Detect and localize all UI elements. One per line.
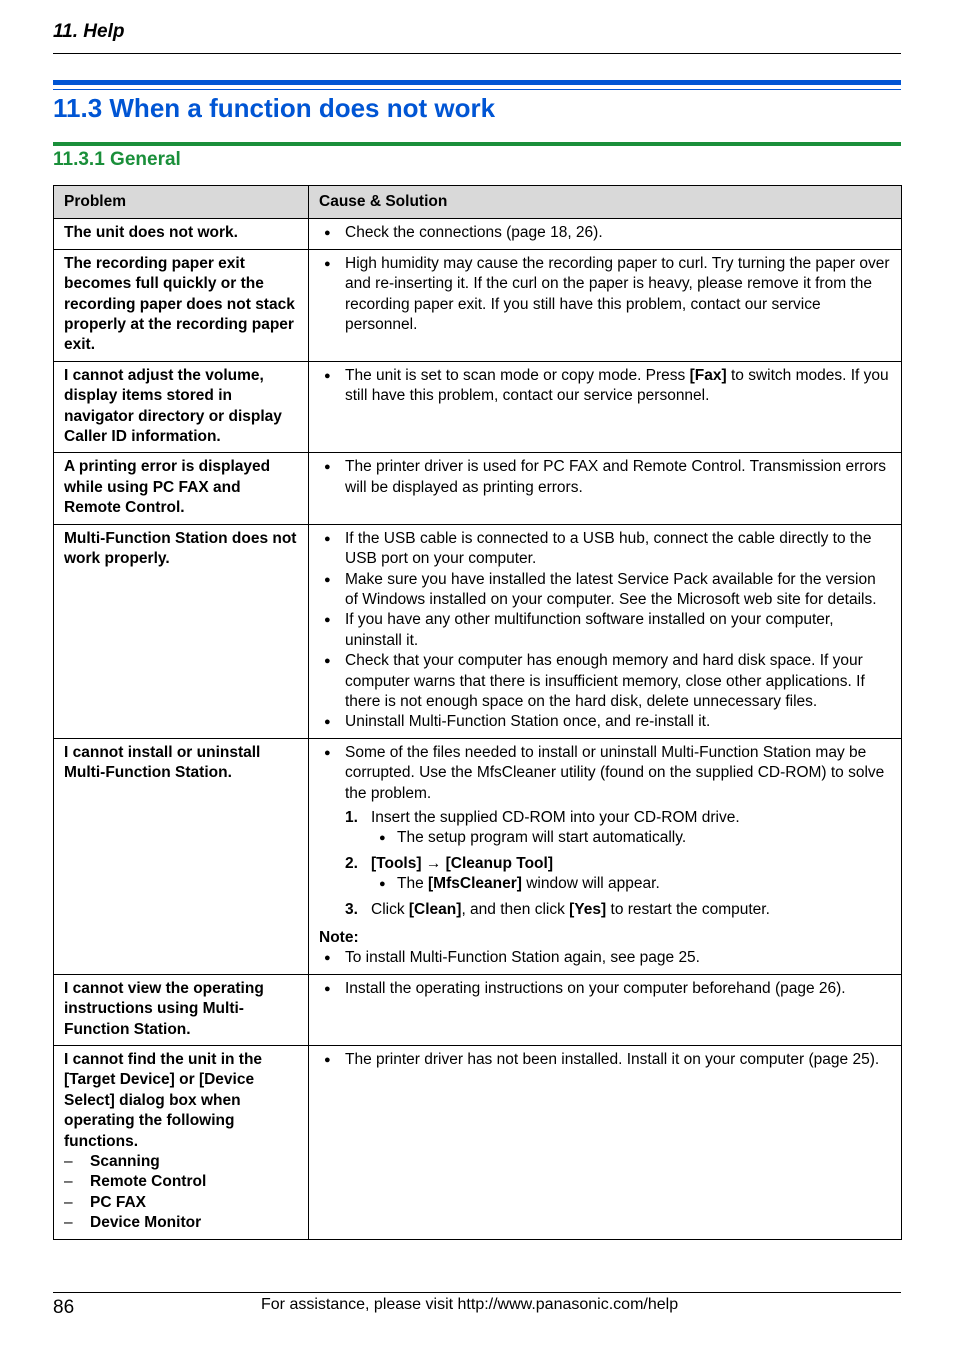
step-item xyxy=(319,854,891,895)
subsection-title: 11.3.1 General xyxy=(53,149,181,170)
mfscleaner-key: [MfsCleaner] xyxy=(428,875,522,893)
table-header-row xyxy=(54,186,902,219)
solution-cell xyxy=(309,974,902,1045)
clean-key: [Clean] xyxy=(408,900,462,918)
note-item: ● To install Multi-Function Station again, see page 25. xyxy=(319,948,891,968)
solution-cell xyxy=(309,1046,902,1240)
problem-cell xyxy=(54,1046,309,1240)
solution-text: The unit is set to scan mode or copy mode. Press xyxy=(345,366,690,384)
solution-item: ● If you have any other multifunction software installed on your computer, uninstall it. xyxy=(319,610,891,651)
solution-item: ● If the USB cable is connected to a USB hub, connect the cable directly to the USB port on your computer. xyxy=(319,529,891,570)
troubleshooting-table xyxy=(53,185,902,1240)
yes-key: [Yes] xyxy=(569,900,607,918)
problem-cell: I cannot install or uninstall Multi-Function Station. xyxy=(54,738,309,974)
step-sub-item: ● The setup program will start automatically. xyxy=(371,828,891,848)
solution-item: ● High humidity may cause the recording paper to curl. Try turning the paper over and re-inserting it. If the curl on the paper is heavy, please remove it from the recording paper exit. If you still have this problem, contact our service personnel. xyxy=(319,254,891,336)
solution-item: ● Install the operating instructions on your computer beforehand (page 26). xyxy=(319,979,891,999)
step-text: to restart the computer. xyxy=(606,900,770,918)
step-list xyxy=(319,808,891,920)
note-title: Note: xyxy=(319,929,359,946)
footer-assistance: For assistance, please visit http://www.panasonic.com/help xyxy=(261,1296,679,1313)
step-text: , and then click xyxy=(461,900,570,918)
solution-cell xyxy=(309,361,902,453)
solution-item: ● Check that your computer has enough memory and hard disk space. If your computer warns that there is insufficient memory, close other applications. If there is not enough space on the hard disk, delete unnecessary files. xyxy=(319,651,891,712)
solution-text: to switch modes. If you still have this problem, contact our service personnel. xyxy=(345,366,889,405)
solution-item: ● Some of the files needed to install or uninstall Multi-Function Station may be corrupted. Use the MfsCleaner utility (found on the supplied CD-ROM) to solve the problem. xyxy=(319,743,891,804)
section-bar xyxy=(53,80,901,85)
function-item: – Device Monitor xyxy=(64,1213,298,1233)
problem-cell: Multi-Function Station does not work properly. xyxy=(54,524,309,738)
function-item: – PC FAX xyxy=(64,1193,298,1213)
solution-cell xyxy=(309,524,902,738)
chapter-header: 11. Help xyxy=(53,21,125,42)
problem-cell: I cannot adjust the volume, display items stored in navigator directory or display Caller ID information. xyxy=(54,361,309,453)
section-title: 11.3 When a function does not work xyxy=(53,93,496,123)
solution-item: ● The printer driver is used for PC FAX and Remote Control. Transmission errors will be displayed as printing errors. xyxy=(319,457,891,498)
table-row xyxy=(54,738,902,974)
function-item: – Remote Control xyxy=(64,1172,298,1192)
table-row xyxy=(54,1046,902,1240)
function-list xyxy=(64,1152,298,1234)
table-row xyxy=(54,219,902,249)
footer-rule xyxy=(53,1292,901,1293)
table-row xyxy=(54,974,902,1045)
step-sub-text: The xyxy=(397,875,429,893)
problem-cell: A printing error is displayed while using PC FAX and Remote Control. xyxy=(54,453,309,524)
table-row xyxy=(54,249,902,361)
solution-item: ● Make sure you have installed the latest Service Pack available for the version of Windows installed on your computer. See the Microsoft web site for details. xyxy=(319,570,891,611)
step-item xyxy=(319,900,891,920)
section-bar-line xyxy=(53,89,901,90)
solution-item: ● The printer driver has not been installed. Install it on your computer (page 25). xyxy=(319,1050,891,1070)
step-item xyxy=(319,808,891,849)
step-number: 2. xyxy=(345,854,358,872)
step-sub-text: window will appear. xyxy=(521,875,660,893)
solution-cell xyxy=(309,738,902,974)
header-rule xyxy=(53,53,901,54)
step-number: 1. xyxy=(345,808,358,826)
solution-cell xyxy=(309,453,902,524)
table-row xyxy=(54,524,902,738)
solution-item: ● Uninstall Multi-Function Station once, and re-install it. xyxy=(319,712,891,732)
solution-cell xyxy=(309,249,902,361)
problem-cell: I cannot view the operating instructions using Multi-Function Station. xyxy=(54,974,309,1045)
step-sub-item xyxy=(371,874,891,894)
fax-key: [Fax] xyxy=(689,366,727,384)
tools-key: [Tools] xyxy=(371,854,422,872)
problem-cell: The recording paper exit becomes full quickly or the recording paper does not stack properly at the recording paper exit. xyxy=(54,249,309,361)
column-header-problem: Problem xyxy=(54,186,309,219)
problem-cell: The unit does not work. xyxy=(54,219,309,249)
cleanup-tool-key: [Cleanup Tool] xyxy=(445,854,553,872)
step-text: Insert the supplied CD-ROM into your CD-ROM drive. xyxy=(371,808,740,826)
table-row xyxy=(54,453,902,524)
step-text: Click xyxy=(371,900,409,918)
problem-text: I cannot find the unit in the [Target Device] or [Device Select] dialog box when operating the following functions. xyxy=(64,1051,263,1150)
step-number: 3. xyxy=(345,900,358,918)
solution-cell xyxy=(309,219,902,249)
solution-item xyxy=(319,366,891,407)
subsection-bar xyxy=(53,142,901,146)
table-row xyxy=(54,361,902,453)
arrow-icon: → xyxy=(425,854,442,872)
function-item: – Scanning xyxy=(64,1152,298,1172)
solution-item: ● Check the connections (page 18, 26). xyxy=(319,223,891,243)
page-number: 86 xyxy=(53,1297,75,1318)
column-header-solution: Cause & Solution xyxy=(309,186,902,219)
